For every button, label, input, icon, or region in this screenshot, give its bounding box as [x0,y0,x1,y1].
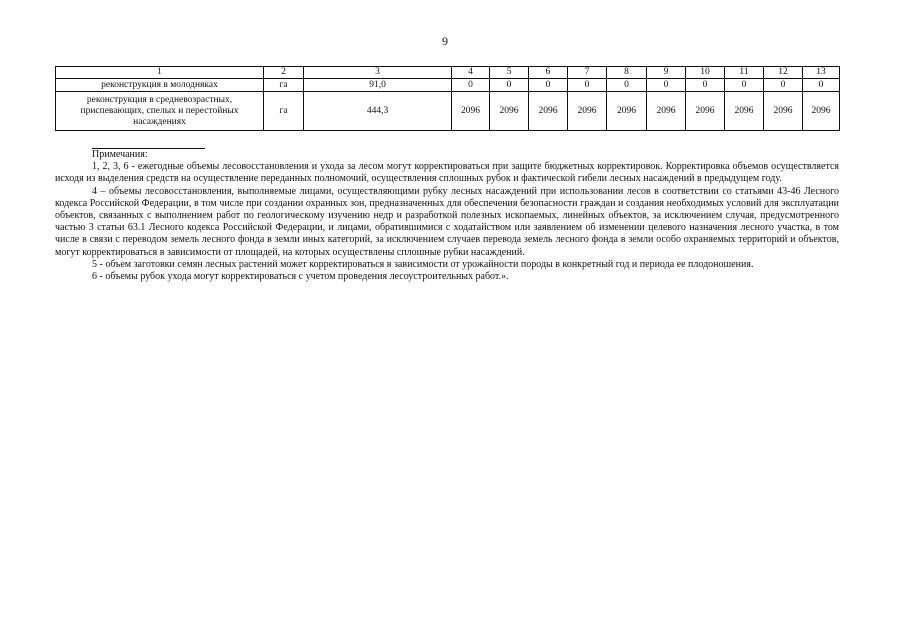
value-cell: 0 [568,79,607,92]
value-cell: 0 [490,79,529,92]
value-cell: 0 [764,79,803,92]
total-cell: 91,0 [304,79,452,92]
header-cell: 10 [686,67,725,79]
notes-heading: Примечания: [92,149,148,160]
header-cell: 4 [452,67,490,79]
value-cell: 2096 [490,92,529,131]
header-cell: 3 [304,67,452,79]
header-cell: 5 [490,67,529,79]
row-name-cell: реконструкция в молодняках [56,79,264,92]
page-number: 9 [442,34,448,48]
value-cell: 2096 [452,92,490,131]
value-cell: 0 [452,79,490,92]
note-paragraph: 6 - объемы рубок ухода могут корректироваться с учетом проведения лесоустроительных работ.». [92,271,509,283]
note-paragraph: 5 - объем заготовки семян лесных растений может корректироваться в зависимости от урожайности породы в конкретный год и периода ее плодоношения. [92,258,754,270]
value-cell: 0 [686,79,725,92]
value-cell: 0 [607,79,647,92]
value-cell: 2096 [529,92,568,131]
table-header-row [56,67,840,79]
value-cell: 2096 [725,92,764,131]
note-paragraph: 4 – объемы лесовосстановления, выполняемые лицами, осуществляющими рубку лесных насаждений при использовании лесов в соответствии со статьями 43-46 Лесного кодекса Российской Федерации, в том числе при создании охранных зон, предназначенных для обеспечения безопасности граждан и создания необходимых условий для эксплуатации объектов, связанных с выполнением работ по геологическому изучению недр и разработкой полезных ископаемых, линейных объектов, за исключением случая, предусмотренного частью 3 статьи 63.1 Лесного кодекса Российской Федерации, и лицами, обратившимися с ходатайством или заявлением об изменении целевого назначения лесного участка, в том числе в связи с переводом земель лесного фонда в земли иных категорий, за исключением случаев перевода земель лесного фонда в земли особо охраняемых территорий и объектов, могут корректироваться в зависимости от площадей, на которых осуществлены сплошные рубки насаждений. [55,185,839,258]
row-name-cell: реконструкция в средневозрастных, приспевающих, спелых и перестойных насаждениях [56,92,264,131]
header-cell: 2 [264,67,304,79]
value-cell: 0 [529,79,568,92]
value-cell: 0 [803,79,840,92]
value-cell: 2096 [647,92,686,131]
header-cell: 1 [56,67,264,79]
value-cell: 2096 [764,92,803,131]
header-cell: 7 [568,67,607,79]
value-cell: 2096 [686,92,725,131]
header-cell: 13 [803,67,840,79]
value-cell: 2096 [803,92,840,131]
value-cell: 0 [725,79,764,92]
header-cell: 12 [764,67,803,79]
notes-section [55,149,839,283]
value-cell: 2096 [607,92,647,131]
header-cell: 8 [607,67,647,79]
value-cell: 0 [647,79,686,92]
table-row [56,79,840,92]
unit-cell: га [264,92,304,131]
header-cell: 11 [725,67,764,79]
table-row [56,92,840,131]
note-paragraph: 1, 2, 3, 6 - ежегодные объемы лесовосстановления и ухода за лесом могут корректироваться при защите бюджетных корректировок. Корректировка объемов осуществляется исходя из выделения средств на осуществление переданных полномочий, осуществления сплошных рубок и фактической гибели лесных насаждений в предыдущем году. [55,161,839,185]
total-cell: 444,3 [304,92,452,131]
volumes-table [55,66,840,131]
value-cell: 2096 [568,92,607,131]
unit-cell: га [264,79,304,92]
header-cell: 6 [529,67,568,79]
header-cell: 9 [647,67,686,79]
